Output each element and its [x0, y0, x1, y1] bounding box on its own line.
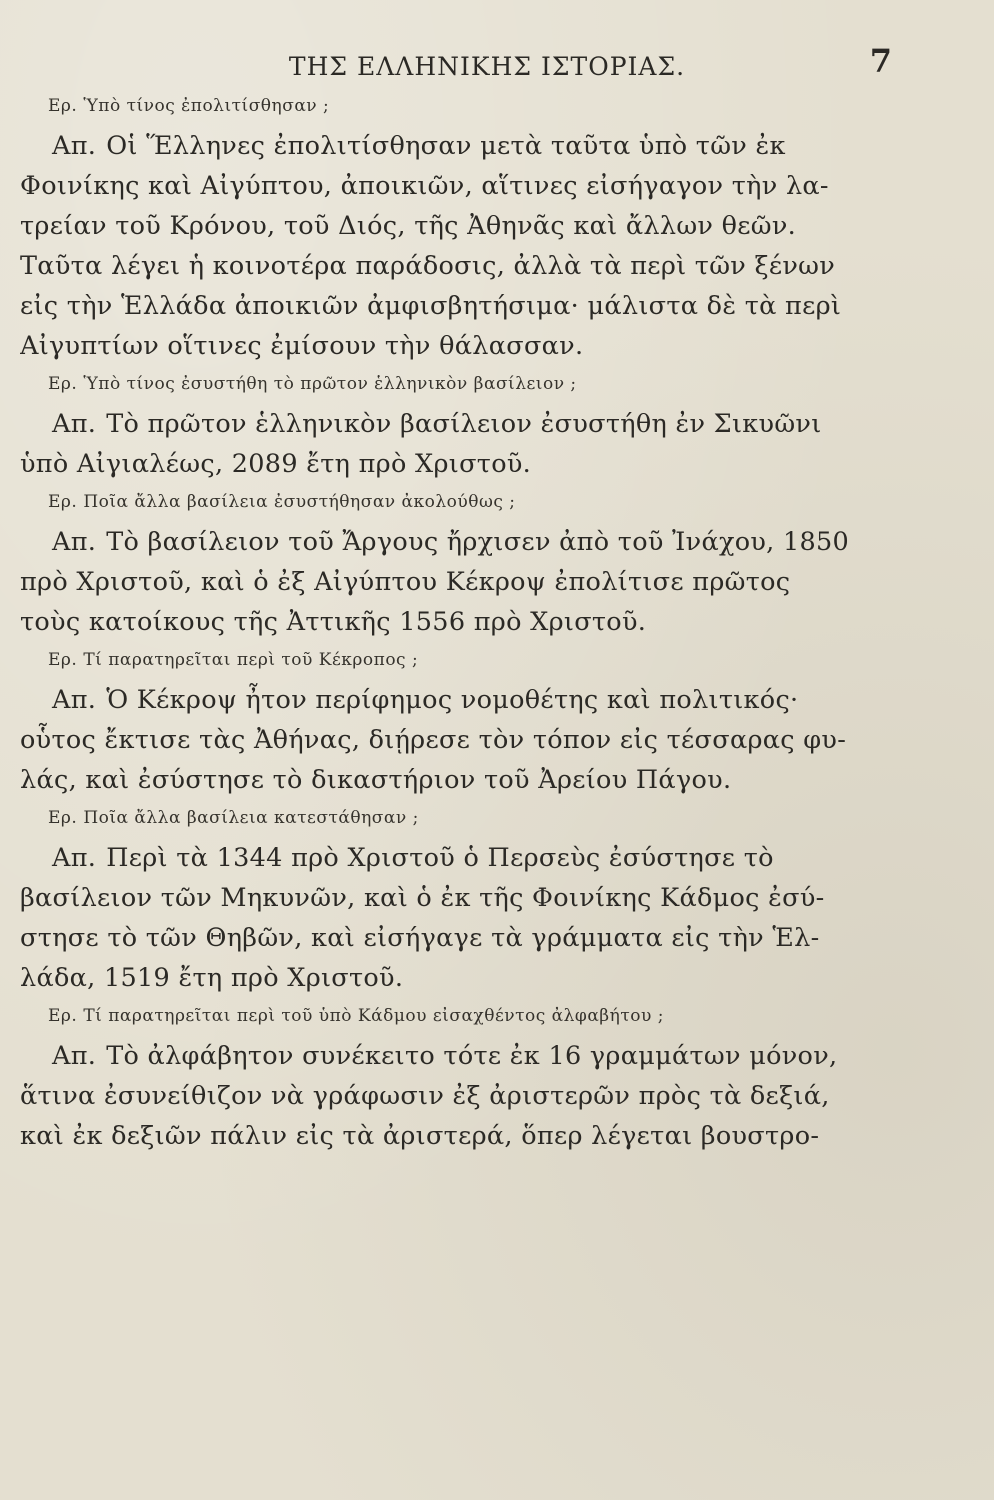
question-line: [48, 1006, 954, 1026]
question-label: Ερ.: [48, 808, 78, 828]
question-line: [48, 374, 954, 394]
answer-paragraph: [20, 126, 954, 366]
page-header: [20, 42, 954, 88]
answer-paragraph: [20, 838, 954, 998]
answer-label: Απ.: [52, 843, 97, 873]
answer-line: [20, 246, 954, 286]
answer-text: Ταῦτα λέγει ἡ κοινοτέρα παράδοσις, ἀλλὰ τὰ περὶ τῶν ξένων: [20, 251, 836, 281]
qa-block: [20, 1006, 954, 1156]
question-label: Ερ.: [48, 374, 78, 394]
question-line: [48, 808, 954, 828]
question-line: [48, 650, 954, 670]
answer-label: Απ.: [52, 131, 97, 161]
answer-label: Απ.: [52, 1041, 97, 1071]
question-text: Τί παρατηρεῖται περὶ τοῦ ὑπὸ Κάδμου εἰσαχθέντος ἀλφαβήτου ;: [83, 1006, 664, 1026]
answer-line: [20, 878, 954, 918]
answer-line: [20, 1076, 954, 1116]
answer-line: [20, 680, 954, 720]
answer-label: Απ.: [52, 409, 97, 439]
answer-line: [20, 404, 954, 444]
question-text: Τί παρατηρεῖται περὶ τοῦ Κέκροπος ;: [83, 650, 419, 670]
answer-text: λάς, καὶ ἐσύστησε τὸ δικαστήριον τοῦ Ἀρείου Πάγου.: [20, 765, 732, 795]
question-text: Ποῖα ἄλλα βασίλεια ἐσυστήθησαν ἀκολούθως ;: [83, 492, 516, 512]
answer-text: ἅτινα ἐσυνείθιζον νὰ γράφωσιν ἐξ ἀριστερῶν πρὸς τὰ δεξιά,: [20, 1081, 830, 1111]
answer-label: Απ.: [52, 527, 97, 557]
answer-text: ὑπὸ Αἰγιαλέως, 2089 ἔτη πρὸ Χριστοῦ.: [20, 449, 532, 479]
answer-text: Οἱ Ἕλληνες ἐπολιτίσθησαν μετὰ ταῦτα ὑπὸ τῶν ἐκ: [106, 131, 786, 161]
answer-paragraph: [20, 680, 954, 800]
qa-block: [20, 808, 954, 998]
answer-text: Τὸ βασίλειον τοῦ Ἄργους ἤρχισεν ἀπὸ τοῦ Ἰνάχου, 1850: [106, 527, 850, 557]
answer-line: [20, 522, 954, 562]
answer-text: βασίλειον τῶν Μηκυνῶν, καὶ ὁ ἐκ τῆς Φοινίκης Κάδμος ἐσύ-: [20, 883, 825, 913]
question-text: Ποῖα ἄλλα βασίλεια κατεστάθησαν ;: [83, 808, 419, 828]
answer-line: [20, 326, 954, 366]
answer-text: Τὸ ἀλφάβητον συνέκειτο τότε ἐκ 16 γραμμάτων μόνον,: [106, 1041, 838, 1071]
answer-line: [20, 1036, 954, 1076]
answer-line: [20, 918, 954, 958]
qa-list: [20, 96, 954, 1156]
answer-text: τρείαν τοῦ Κρόνου, τοῦ Διός, τῆς Ἀθηνᾶς καὶ ἄλλων θεῶν.: [20, 211, 797, 241]
answer-paragraph: [20, 1036, 954, 1156]
question-label: Ερ.: [48, 1006, 78, 1026]
question-line: [48, 492, 954, 512]
question-text: Ὑπὸ τίνος ἐσυστήθη τὸ πρῶτον ἑλληνικὸν βασίλειον ;: [83, 374, 577, 394]
answer-text: λάδα, 1519 ἔτη πρὸ Χριστοῦ.: [20, 963, 404, 993]
answer-text: Ὁ Κέκροψ ἦτον περίφημος νομοθέτης καὶ πολιτικός·: [106, 685, 799, 715]
question-text: Ὑπὸ τίνος ἐπολιτίσθησαν ;: [83, 96, 330, 116]
answer-text: τοὺς κατοίκους τῆς Ἀττικῆς 1556 πρὸ Χριστοῦ.: [20, 607, 647, 637]
answer-paragraph: [20, 522, 954, 642]
answer-line: [20, 838, 954, 878]
answer-text: Αἰγυπτίων οἵτινες ἐμίσουν τὴν θάλασσαν.: [20, 331, 584, 361]
page-number: 7: [869, 42, 892, 80]
answer-text: πρὸ Χριστοῦ, καὶ ὁ ἐξ Αἰγύπτου Κέκροψ ἐπολίτισε πρῶτος: [20, 567, 791, 597]
answer-line: [20, 602, 954, 642]
answer-line: [20, 958, 954, 998]
question-label: Ερ.: [48, 650, 78, 670]
answer-text: καὶ ἐκ δεξιῶν πάλιν εἰς τὰ ἀριστερά, ὅπερ λέγεται βουστρο-: [20, 1121, 820, 1151]
answer-line: [20, 206, 954, 246]
answer-paragraph: [20, 404, 954, 484]
answer-text: εἰς τὴν Ἑλλάδα ἀποικιῶν ἀμφισβητήσιμα· μάλιστα δὲ τὰ περὶ: [20, 291, 842, 321]
answer-line: [20, 286, 954, 326]
question-label: Ερ.: [48, 96, 78, 116]
answer-text: Φοινίκης καὶ Αἰγύπτου, ἀποικιῶν, αἵτινες εἰσήγαγον τὴν λα-: [20, 171, 829, 201]
answer-text: Περὶ τὰ 1344 πρὸ Χριστοῦ ὁ Περσεὺς ἐσύστησε τὸ: [106, 843, 774, 873]
answer-line: [20, 166, 954, 206]
answer-line: [20, 126, 954, 166]
question-line: [48, 96, 954, 116]
answer-text: Τὸ πρῶτον ἑλληνικὸν βασίλειον ἐσυστήθη ἐν Σικυῶνι: [106, 409, 822, 439]
qa-block: [20, 96, 954, 366]
answer-line: [20, 1116, 954, 1156]
answer-text: οὗτος ἔκτισε τὰς Ἀθήνας, διῄρεσε τὸν τόπον εἰς τέσσαρας φυ-: [20, 725, 847, 755]
running-title: ΤΗΣ ΕΛΛΗΝΙΚΗΣ ΙΣΤΟΡΙΑΣ.: [288, 52, 686, 81]
answer-label: Απ.: [52, 685, 97, 715]
qa-block: [20, 650, 954, 800]
qa-block: [20, 374, 954, 484]
answer-line: [20, 720, 954, 760]
answer-line: [20, 562, 954, 602]
answer-line: [20, 760, 954, 800]
question-label: Ερ.: [48, 492, 78, 512]
answer-text: στησε τὸ τῶν Θηβῶν, καὶ εἰσήγαγε τὰ γράμματα εἰς τὴν Ἑλ-: [20, 923, 820, 953]
qa-block: [20, 492, 954, 642]
answer-line: [20, 444, 954, 484]
